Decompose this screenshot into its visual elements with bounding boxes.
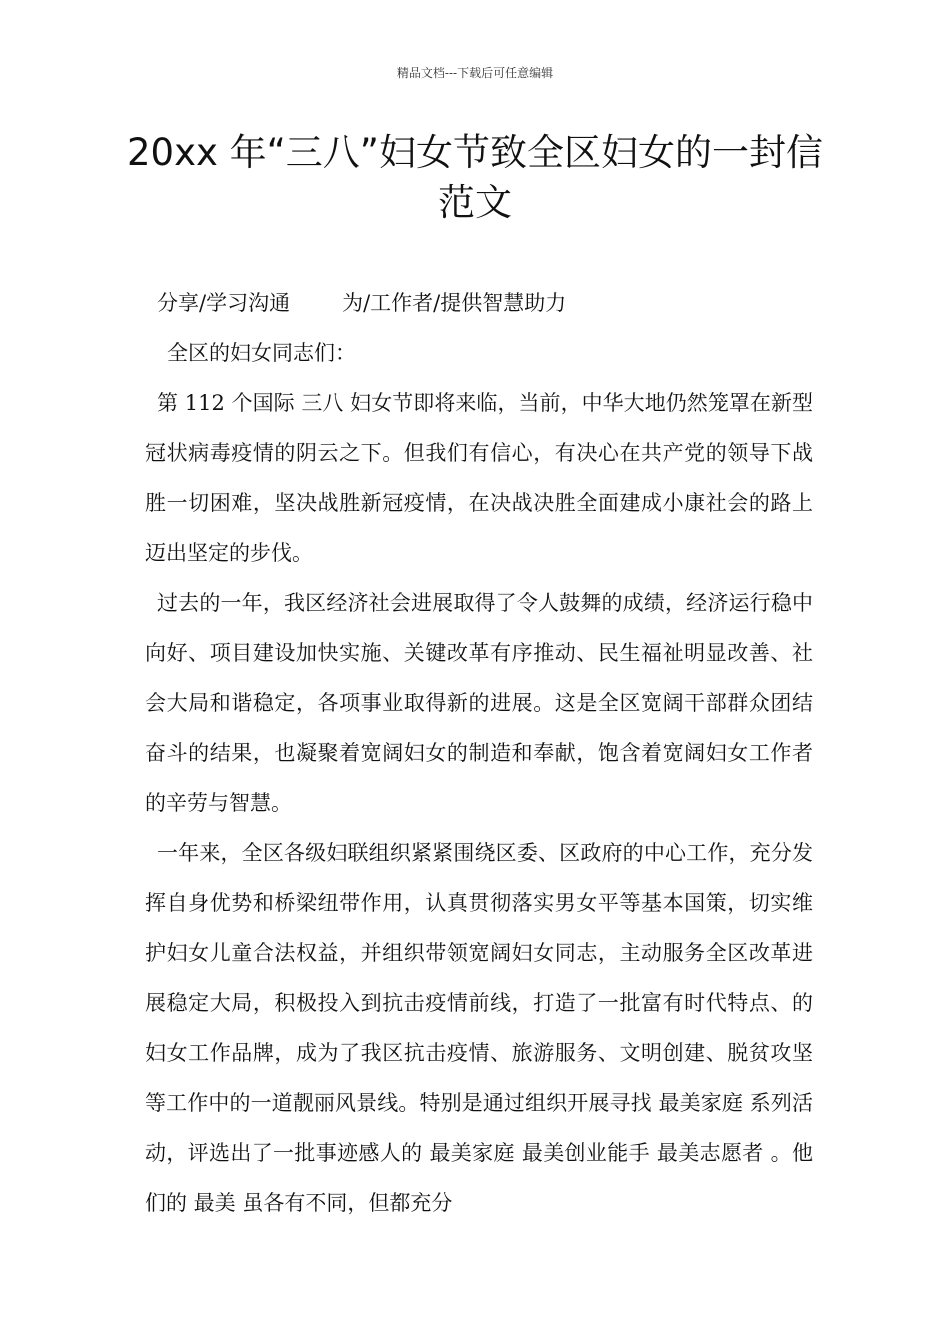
page-header: 精品文档---下载后可任意编辑 bbox=[396, 66, 554, 80]
document-body bbox=[145, 278, 813, 1228]
paragraph-2: 过去的一年，我区经济社会进展取得了令人鼓舞的成绩，经济运行稳中向好、项目建设加快实施、关键改革有序推动、民生福祉明显改善、社会大局和谐稳定，各项事业取得新的进展。这是全区宽阔干部群众团结奋斗的结果，也凝聚着宽阔妇女的制造和奉献，饱含着宽阔妇女工作者的辛劳与智慧。 bbox=[145, 591, 813, 815]
paragraph-3: 一年来，全区各级妇联组织紧紧围绕区委、区政府的中心工作，充分发挥自身优势和桥梁纽带作用，认真贯彻落实男女平等基本国策，切实维护妇女儿童合法权益，并组织带领宽阔妇女同志，主动服务全区改革进展稳定大局，积极投入到抗击疫情前线，打造了一批富有时代特点、的妇女工作品牌，成为了我区抗击疫情、旅游服务、文明创建、脱贫攻坚等工作中的一道靓丽风景线。特别是通过组织开展寻找 最美家庭 系列活动，评选出了一批事迹感人的 最美家庭 最美创业能手 最美志愿者 。他们的 最美 虽各有不同，但都充分 bbox=[145, 841, 813, 1215]
paragraph-1: 第 112 个国际 三八 妇女节即将来临，当前，中华大地仍然笼罩在新型冠状病毒疫情的阴云之下。但我们有信心，有决心在共产党的领导下战胜一切困难，坚决战胜新冠疫情，在决战决胜全面建成小康社会的路上迈出坚定的步伐。 bbox=[145, 391, 813, 565]
document-title: 20xx 年“三八”妇女节致全区妇女的一封信范文 bbox=[127, 131, 823, 224]
share-right-text: 为/工作者/提供智慧助力 bbox=[342, 291, 567, 315]
share-line bbox=[145, 278, 813, 328]
share-left-text: 分享/学习沟通 bbox=[157, 291, 291, 315]
greeting: 全区的妇女同志们： bbox=[167, 341, 356, 365]
